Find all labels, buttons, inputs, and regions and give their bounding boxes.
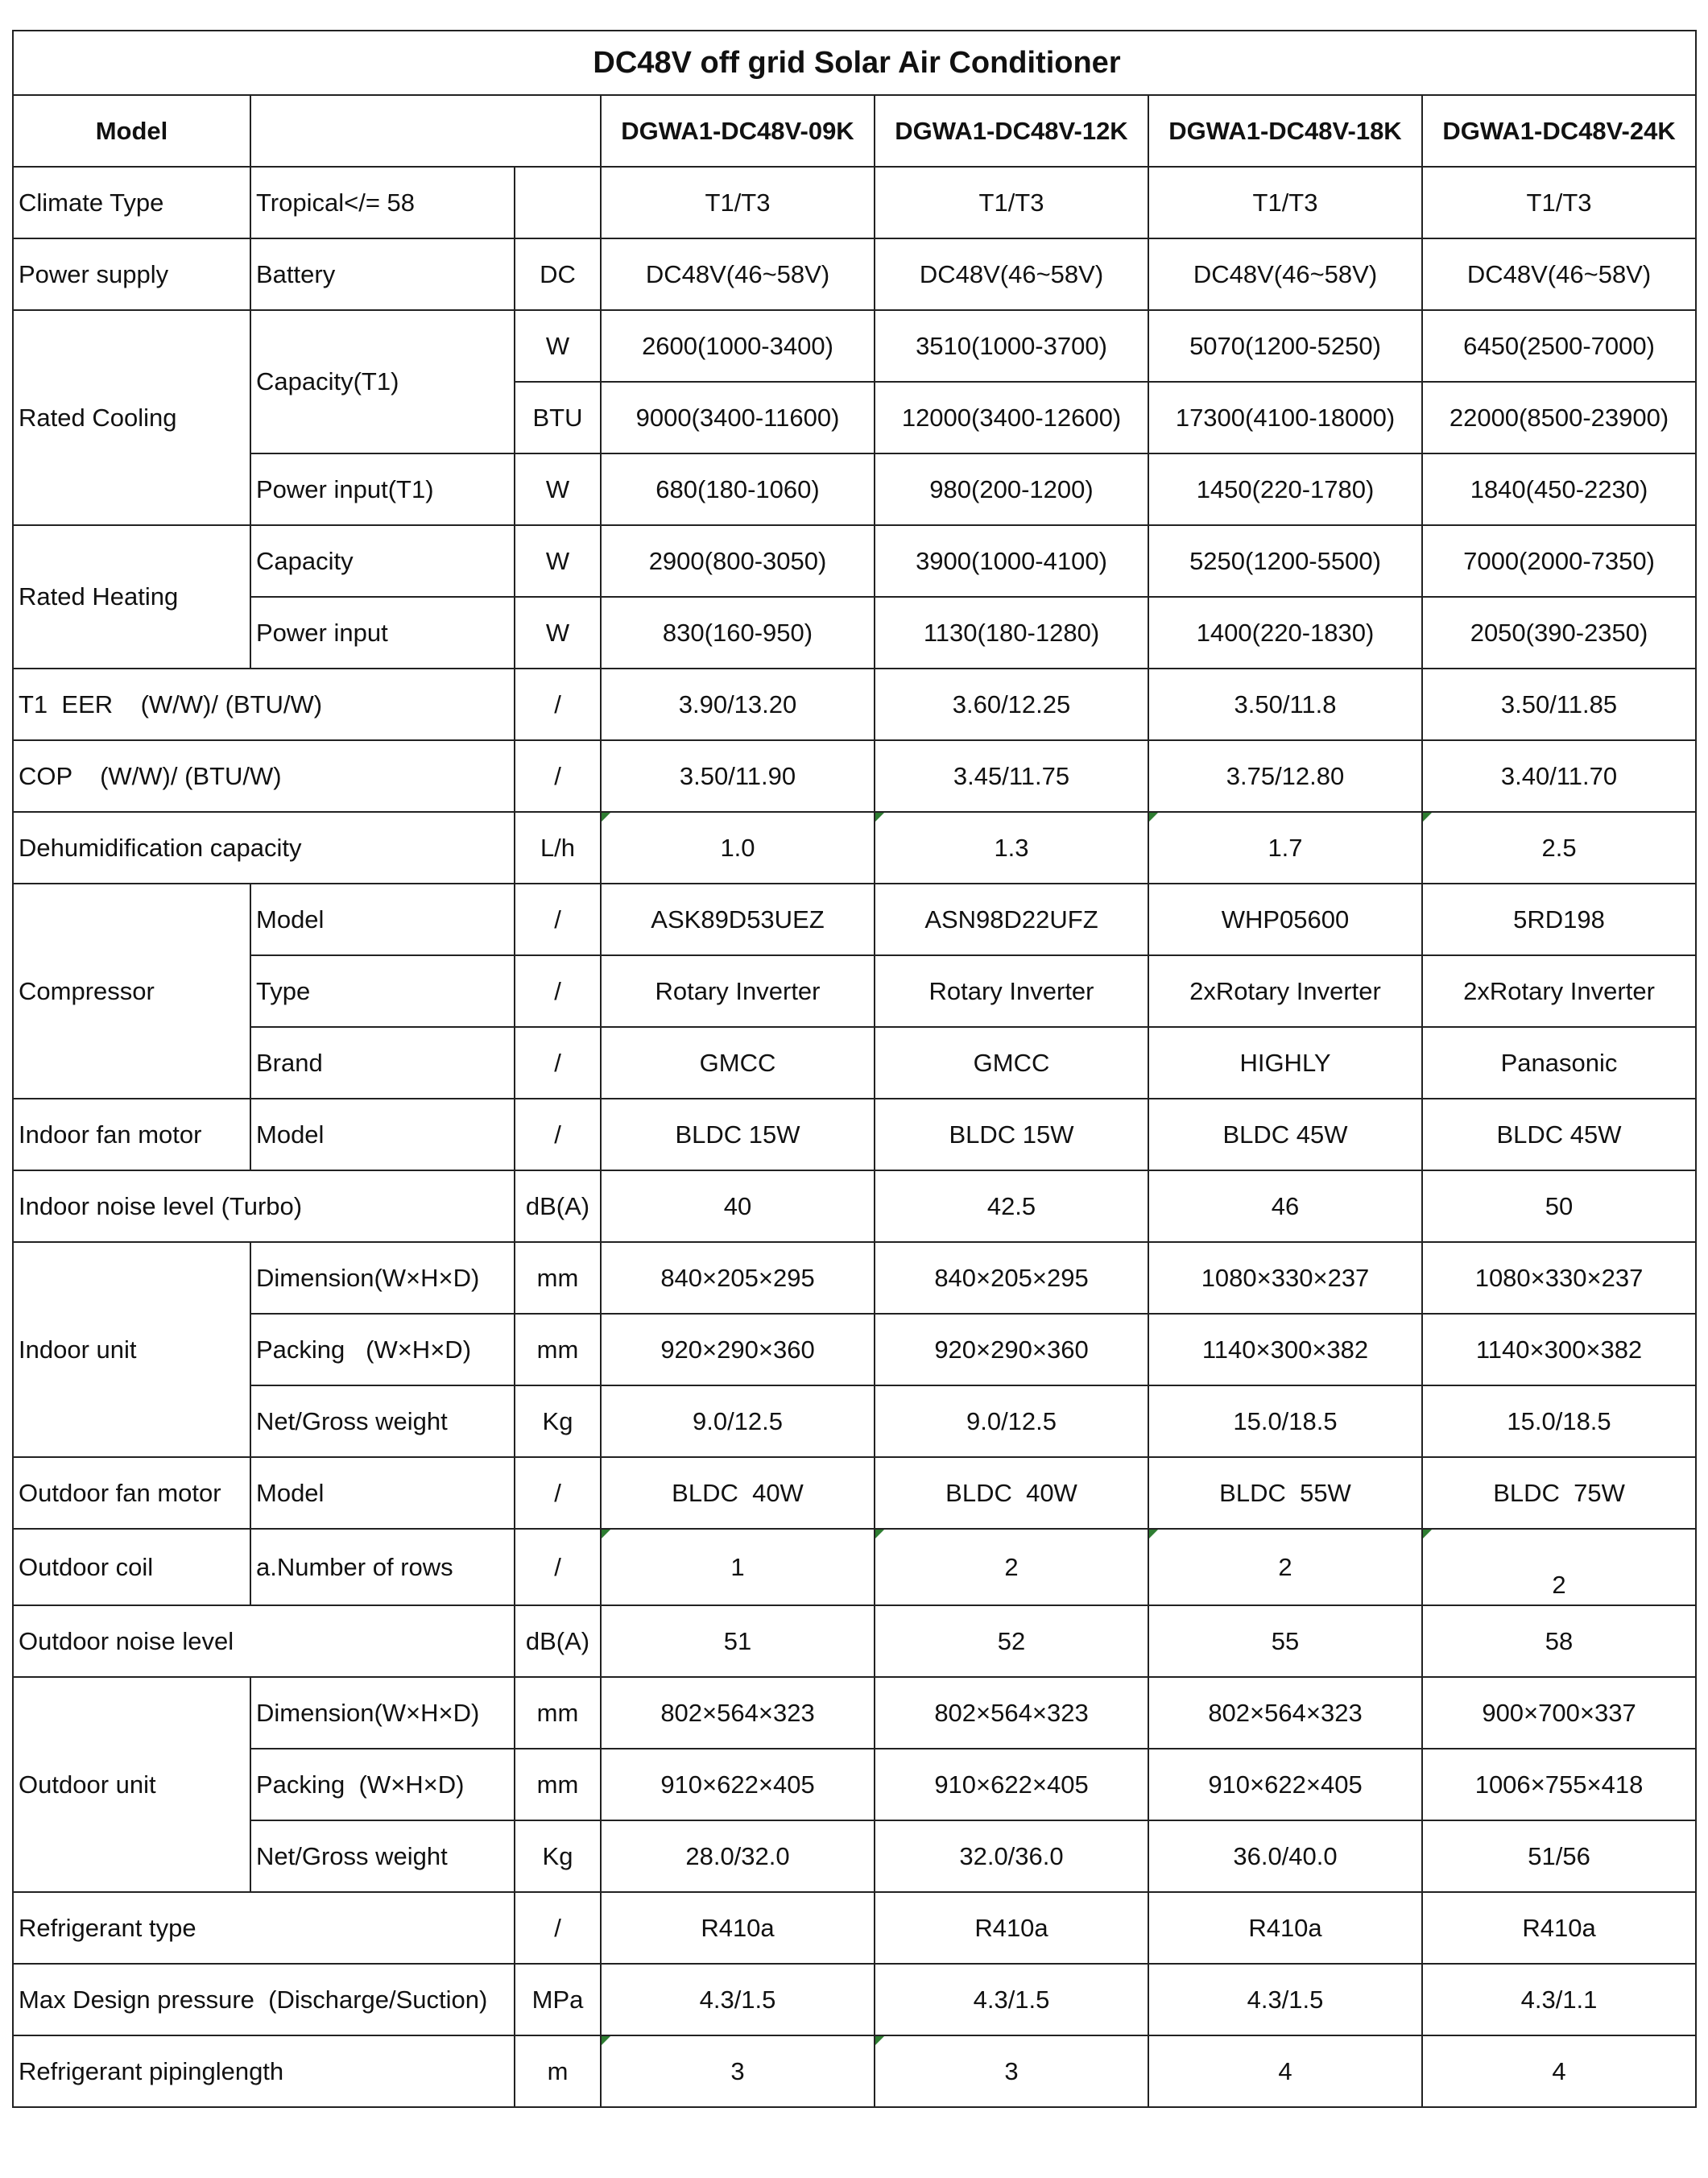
value-cell: 51 [601, 1605, 875, 1677]
value-cell: DC48V(46~58V) [875, 238, 1148, 310]
value-cell: 2 [1148, 1529, 1422, 1605]
table-row [13, 1605, 1696, 1677]
value-cell: 42.5 [875, 1170, 1148, 1242]
value-cell: 7000(2000-7350) [1422, 525, 1696, 597]
table-row [13, 2035, 1696, 2107]
unit-cell: / [515, 1099, 601, 1170]
spec-table [12, 30, 1697, 2108]
row-label: Rated Cooling [13, 310, 250, 525]
unit-cell: / [515, 1457, 601, 1529]
value-cell: DC48V(46~58V) [601, 238, 875, 310]
row-sublabel: a.Number of rows [250, 1529, 515, 1605]
value-cell: 1130(180-1280) [875, 597, 1148, 669]
model-name: DGWA1-DC48V-24K [1422, 95, 1696, 167]
unit-cell: m [515, 2035, 601, 2107]
value-cell: 3510(1000-3700) [875, 310, 1148, 382]
row-label: Climate Type [13, 167, 250, 238]
row-sublabel: Power input [250, 597, 515, 669]
value-cell: 3.90/13.20 [601, 669, 875, 740]
value-cell: 4 [1148, 2035, 1422, 2107]
unit-cell: / [515, 1027, 601, 1099]
value-cell: BLDC 75W [1422, 1457, 1696, 1529]
row-sublabel: Packing (W×H×D) [250, 1749, 515, 1820]
model-header-label: Model [13, 95, 250, 167]
value-cell: 920×290×360 [875, 1314, 1148, 1385]
row-label: Power supply [13, 238, 250, 310]
unit-cell: / [515, 955, 601, 1027]
unit-cell: mm [515, 1749, 601, 1820]
table-row [13, 740, 1696, 812]
model-name: DGWA1-DC48V-18K [1148, 95, 1422, 167]
table-row [13, 310, 1696, 382]
row-sublabel: Dimension(W×H×D) [250, 1242, 515, 1314]
row-label: Outdoor fan motor [13, 1457, 250, 1529]
value-cell: 6450(2500-7000) [1422, 310, 1696, 382]
value-cell: T1/T3 [1422, 167, 1696, 238]
header-row [13, 95, 1696, 167]
unit-cell: BTU [515, 382, 601, 453]
value-cell: 12000(3400-12600) [875, 382, 1148, 453]
model-name: DGWA1-DC48V-12K [875, 95, 1148, 167]
value-cell: 920×290×360 [601, 1314, 875, 1385]
header-blank-cell [250, 95, 601, 167]
value-cell: 5RD198 [1422, 884, 1696, 955]
value-cell: BLDC 45W [1422, 1099, 1696, 1170]
row-sublabel: Model [250, 884, 515, 955]
row-sublabel: Net/Gross weight [250, 1820, 515, 1892]
value-cell: 32.0/36.0 [875, 1820, 1148, 1892]
value-cell: T1/T3 [601, 167, 875, 238]
table-row [13, 167, 1696, 238]
row-label: Dehumidification capacity [13, 812, 515, 884]
value-cell: T1/T3 [875, 167, 1148, 238]
value-cell: 2 [875, 1529, 1148, 1605]
row-label: Indoor noise level (Turbo) [13, 1170, 515, 1242]
row-label: Rated Heating [13, 525, 250, 669]
table-row [13, 1170, 1696, 1242]
value-cell: 1 [601, 1529, 875, 1605]
value-cell: 2050(390-2350) [1422, 597, 1696, 669]
unit-cell: / [515, 740, 601, 812]
value-cell: 2900(800-3050) [601, 525, 875, 597]
value-cell: R410a [601, 1892, 875, 1964]
value-cell: 910×622×405 [1148, 1749, 1422, 1820]
value-cell: 840×205×295 [601, 1242, 875, 1314]
value-cell: BLDC 15W [601, 1099, 875, 1170]
table-row [13, 1892, 1696, 1964]
unit-cell: dB(A) [515, 1605, 601, 1677]
unit-cell: / [515, 1892, 601, 1964]
value-cell: 4 [1422, 2035, 1696, 2107]
value-cell: 840×205×295 [875, 1242, 1148, 1314]
value-cell: 830(160-950) [601, 597, 875, 669]
value-cell: BLDC 45W [1148, 1099, 1422, 1170]
value-cell: 3.60/12.25 [875, 669, 1148, 740]
value-cell: 1400(220-1830) [1148, 597, 1422, 669]
unit-cell: / [515, 669, 601, 740]
row-sublabel: Battery [250, 238, 515, 310]
unit-cell: L/h [515, 812, 601, 884]
unit-cell: mm [515, 1314, 601, 1385]
row-sublabel: Brand [250, 1027, 515, 1099]
value-cell: 52 [875, 1605, 1148, 1677]
value-cell: 680(180-1060) [601, 453, 875, 525]
value-cell: 1450(220-1780) [1148, 453, 1422, 525]
value-cell: 1840(450-2230) [1422, 453, 1696, 525]
unit-cell: mm [515, 1242, 601, 1314]
row-label: Max Design pressure (Discharge/Suction) [13, 1964, 515, 2035]
value-cell: BLDC 55W [1148, 1457, 1422, 1529]
value-cell: 50 [1422, 1170, 1696, 1242]
value-cell: 802×564×323 [601, 1677, 875, 1749]
value-cell: 1006×755×418 [1422, 1749, 1696, 1820]
value-cell: 910×622×405 [875, 1749, 1148, 1820]
value-cell: 15.0/18.5 [1148, 1385, 1422, 1457]
value-cell: 980(200-1200) [875, 453, 1148, 525]
value-cell: 22000(8500-23900) [1422, 382, 1696, 453]
value-cell: GMCC [875, 1027, 1148, 1099]
row-sublabel: Tropical</= 58 [250, 167, 515, 238]
value-cell: 1140×300×382 [1148, 1314, 1422, 1385]
unit-cell: Kg [515, 1385, 601, 1457]
unit-cell: W [515, 310, 601, 382]
value-cell: ASN98D22UFZ [875, 884, 1148, 955]
row-sublabel: Type [250, 955, 515, 1027]
value-cell: Rotary Inverter [601, 955, 875, 1027]
row-sublabel: Capacity [250, 525, 515, 597]
value-cell: WHP05600 [1148, 884, 1422, 955]
value-cell: R410a [1422, 1892, 1696, 1964]
table-row [13, 1385, 1696, 1457]
value-cell: 1.7 [1148, 812, 1422, 884]
value-cell: R410a [1148, 1892, 1422, 1964]
unit-cell: / [515, 1529, 601, 1605]
value-cell: 1.0 [601, 812, 875, 884]
title-row [13, 31, 1696, 95]
table-row [13, 812, 1696, 884]
model-name: DGWA1-DC48V-09K [601, 95, 875, 167]
value-cell: Panasonic [1422, 1027, 1696, 1099]
table-row [13, 238, 1696, 310]
unit-cell [515, 167, 601, 238]
value-cell: 5250(1200-5500) [1148, 525, 1422, 597]
value-cell: 2 [1422, 1529, 1696, 1605]
value-cell: 2.5 [1422, 812, 1696, 884]
value-cell: 2xRotary Inverter [1148, 955, 1422, 1027]
value-cell: 1140×300×382 [1422, 1314, 1696, 1385]
value-cell: 58 [1422, 1605, 1696, 1677]
value-cell: 4.3/1.5 [1148, 1964, 1422, 2035]
value-cell: 2600(1000-3400) [601, 310, 875, 382]
spec-sheet [12, 30, 1695, 2108]
row-label: Refrigerant type [13, 1892, 515, 1964]
value-cell: 51/56 [1422, 1820, 1696, 1892]
table-row [13, 1242, 1696, 1314]
row-label: Outdoor coil [13, 1529, 250, 1605]
value-cell: BLDC 40W [601, 1457, 875, 1529]
value-cell: 4.3/1.5 [601, 1964, 875, 2035]
value-cell: Rotary Inverter [875, 955, 1148, 1027]
value-cell: 4.3/1.1 [1422, 1964, 1696, 2035]
value-cell: 3900(1000-4100) [875, 525, 1148, 597]
table-row [13, 1529, 1696, 1605]
table-row [13, 1964, 1696, 2035]
value-cell: 900×700×337 [1422, 1677, 1696, 1749]
value-cell: 28.0/32.0 [601, 1820, 875, 1892]
row-sublabel: Net/Gross weight [250, 1385, 515, 1457]
value-cell: 9000(3400-11600) [601, 382, 875, 453]
row-label: Outdoor noise level [13, 1605, 515, 1677]
table-row [13, 1314, 1696, 1385]
row-label: Refrigerant pipinglength [13, 2035, 515, 2107]
unit-cell: W [515, 453, 601, 525]
value-cell: R410a [875, 1892, 1148, 1964]
table-row [13, 1820, 1696, 1892]
value-cell: GMCC [601, 1027, 875, 1099]
table-row [13, 1677, 1696, 1749]
value-cell: 3.45/11.75 [875, 740, 1148, 812]
table-row [13, 597, 1696, 669]
value-cell: DC48V(46~58V) [1148, 238, 1422, 310]
value-cell: 910×622×405 [601, 1749, 875, 1820]
unit-cell: DC [515, 238, 601, 310]
value-cell: 5070(1200-5250) [1148, 310, 1422, 382]
value-cell: 15.0/18.5 [1422, 1385, 1696, 1457]
value-cell: 4.3/1.5 [875, 1964, 1148, 2035]
row-sublabel: Packing (W×H×D) [250, 1314, 515, 1385]
value-cell: 802×564×323 [1148, 1677, 1422, 1749]
value-cell: 55 [1148, 1605, 1422, 1677]
table-title: DC48V off grid Solar Air Conditioner [13, 31, 1696, 95]
unit-cell: W [515, 597, 601, 669]
value-cell: 9.0/12.5 [601, 1385, 875, 1457]
value-cell: T1/T3 [1148, 167, 1422, 238]
table-row [13, 1027, 1696, 1099]
value-cell: 2xRotary Inverter [1422, 955, 1696, 1027]
value-cell: BLDC 15W [875, 1099, 1148, 1170]
unit-cell: Kg [515, 1820, 601, 1892]
value-cell: 3.50/11.90 [601, 740, 875, 812]
value-cell: 3 [875, 2035, 1148, 2107]
table-row [13, 1099, 1696, 1170]
value-cell: 3 [601, 2035, 875, 2107]
unit-cell: MPa [515, 1964, 601, 2035]
row-sublabel: Model [250, 1457, 515, 1529]
value-cell: BLDC 40W [875, 1457, 1148, 1529]
value-cell: ASK89D53UEZ [601, 884, 875, 955]
row-label: Indoor fan motor [13, 1099, 250, 1170]
value-cell: 40 [601, 1170, 875, 1242]
value-cell: 3.75/12.80 [1148, 740, 1422, 812]
value-cell: 1080×330×237 [1148, 1242, 1422, 1314]
row-label: Compressor [13, 884, 250, 1099]
table-row [13, 1457, 1696, 1529]
value-cell: 36.0/40.0 [1148, 1820, 1422, 1892]
table-row [13, 1749, 1696, 1820]
row-label: Outdoor unit [13, 1677, 250, 1892]
row-label: COP (W/W)/ (BTU/W) [13, 740, 515, 812]
value-cell: 1.3 [875, 812, 1148, 884]
value-cell: 17300(4100-18000) [1148, 382, 1422, 453]
table-row [13, 955, 1696, 1027]
value-cell: 3.40/11.70 [1422, 740, 1696, 812]
value-cell: 3.50/11.8 [1148, 669, 1422, 740]
unit-cell: / [515, 884, 601, 955]
row-label: Indoor unit [13, 1242, 250, 1457]
row-sublabel: Dimension(W×H×D) [250, 1677, 515, 1749]
table-row [13, 525, 1696, 597]
value-cell: HIGHLY [1148, 1027, 1422, 1099]
row-sublabel: Capacity(T1) [250, 310, 515, 453]
value-cell: 802×564×323 [875, 1677, 1148, 1749]
table-row [13, 453, 1696, 525]
unit-cell: W [515, 525, 601, 597]
table-row [13, 669, 1696, 740]
value-cell: 9.0/12.5 [875, 1385, 1148, 1457]
unit-cell: dB(A) [515, 1170, 601, 1242]
row-sublabel: Power input(T1) [250, 453, 515, 525]
value-cell: DC48V(46~58V) [1422, 238, 1696, 310]
unit-cell: mm [515, 1677, 601, 1749]
table-row [13, 884, 1696, 955]
value-cell: 1080×330×237 [1422, 1242, 1696, 1314]
row-sublabel: Model [250, 1099, 515, 1170]
row-label: T1 EER (W/W)/ (BTU/W) [13, 669, 515, 740]
value-cell: 3.50/11.85 [1422, 669, 1696, 740]
value-cell: 46 [1148, 1170, 1422, 1242]
